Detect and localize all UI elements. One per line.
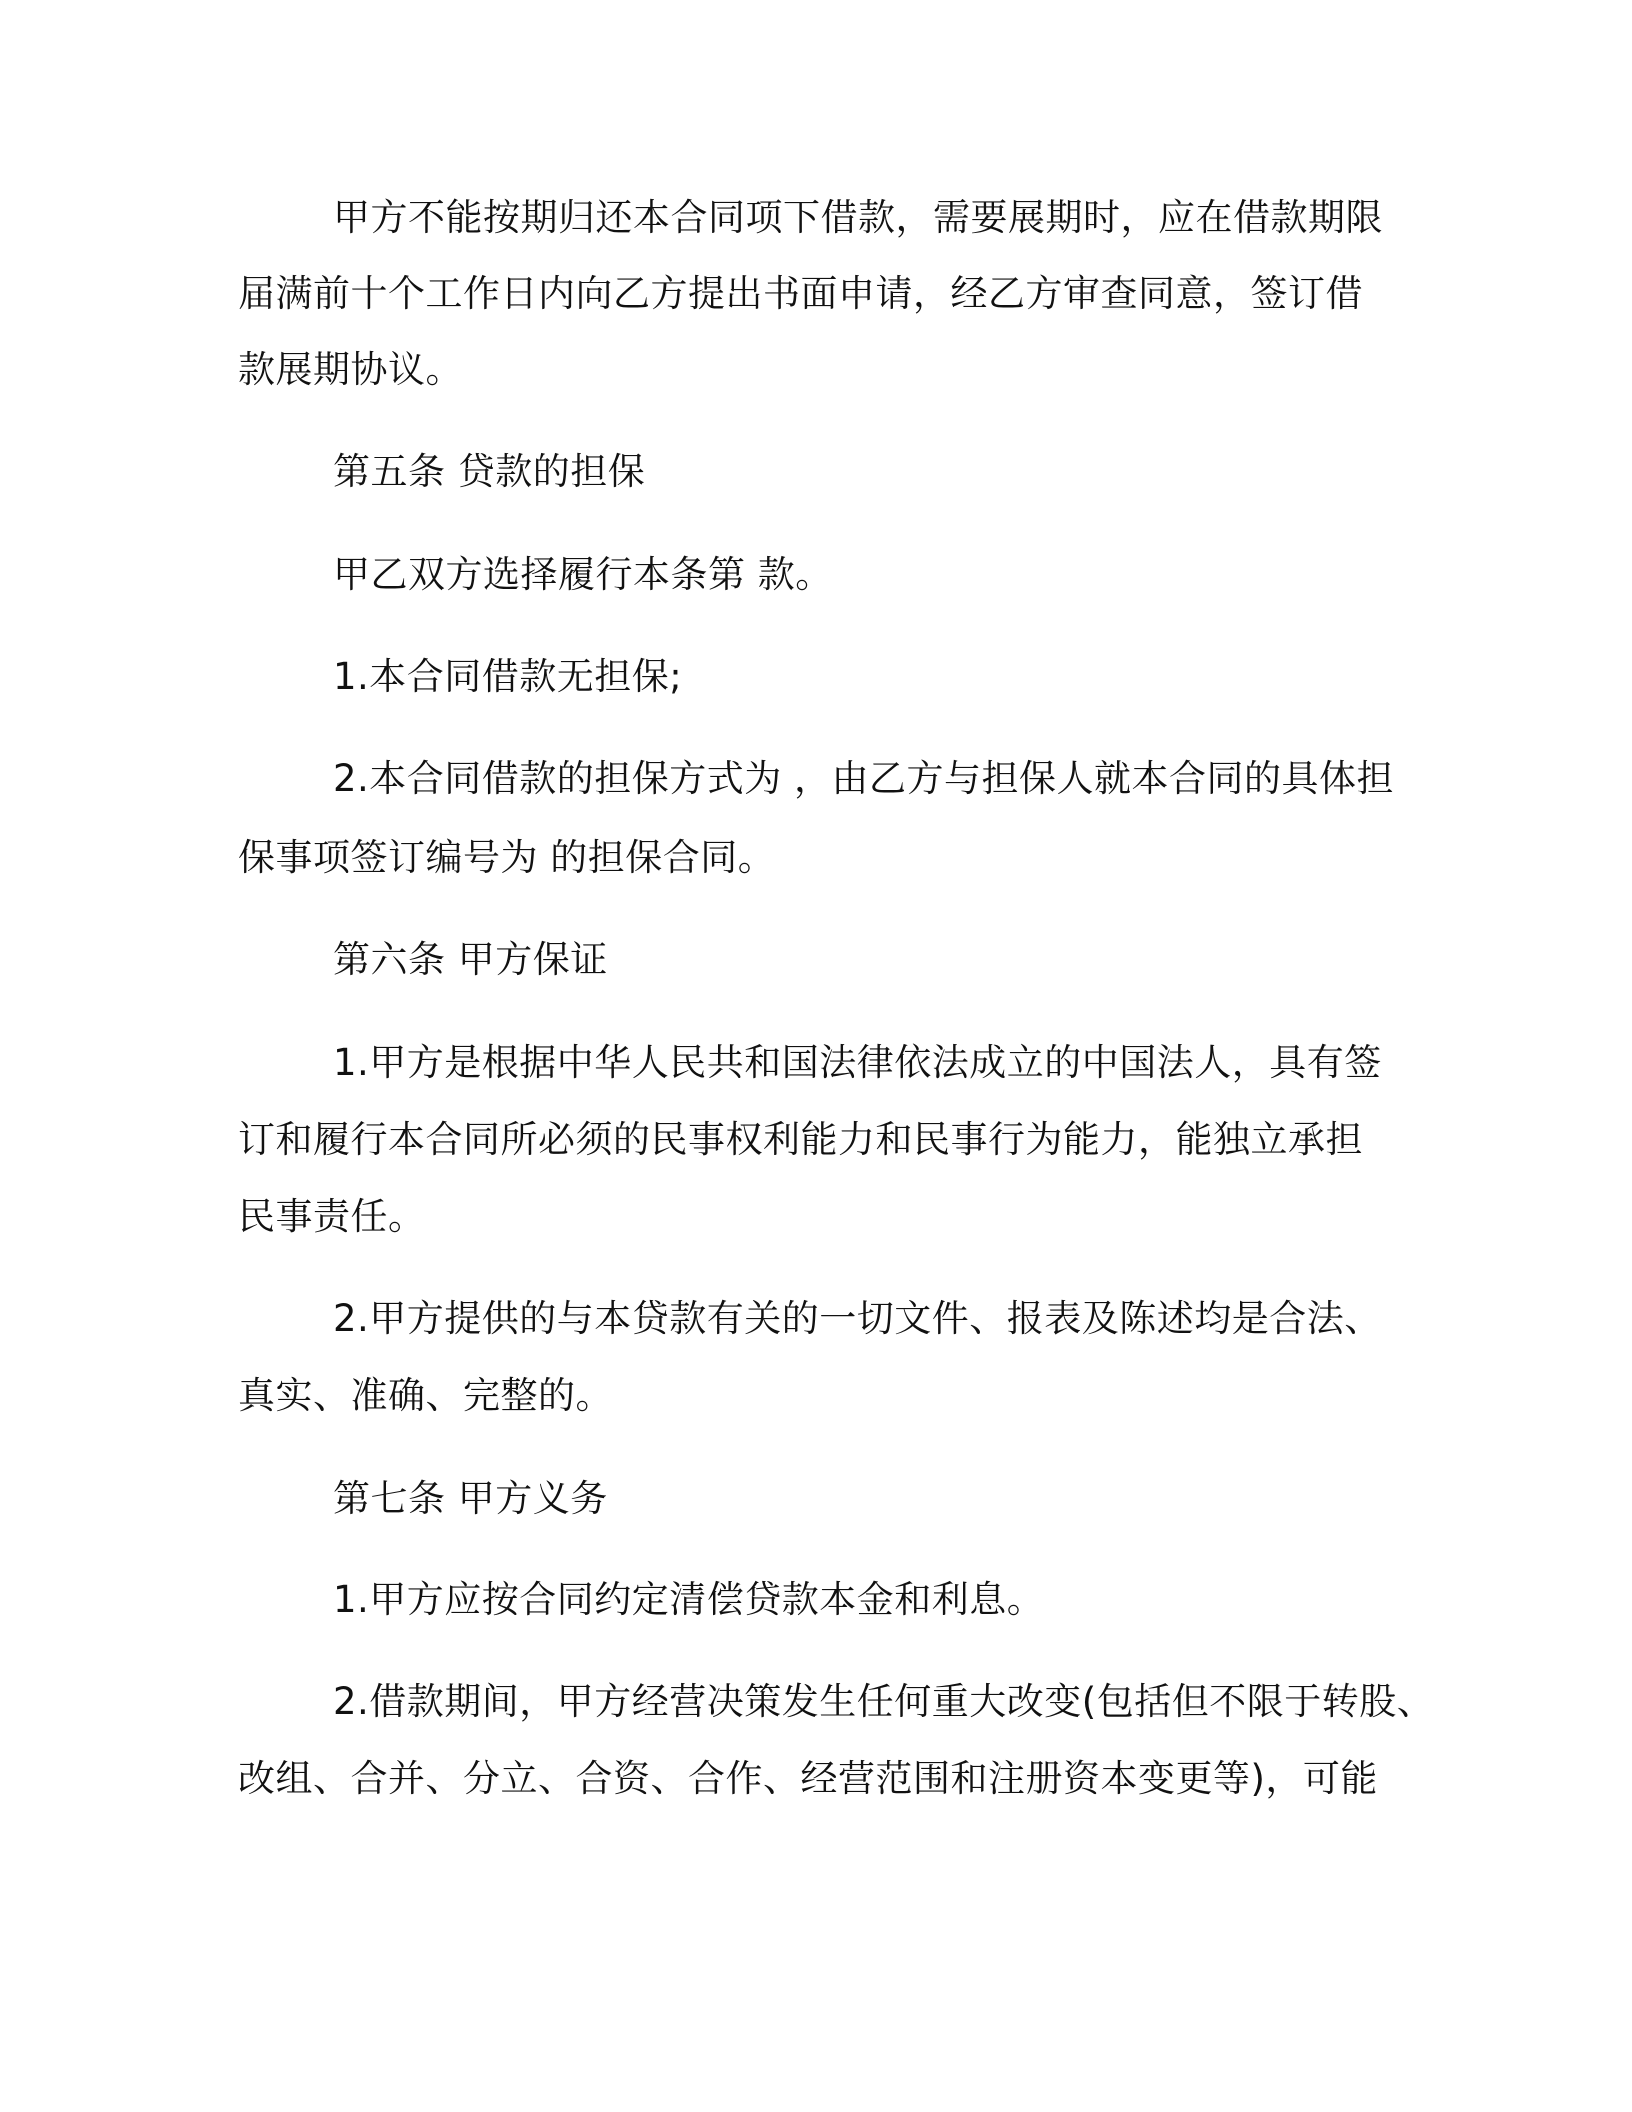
- text-line-6: 1.本合同借款无担保;: [333, 655, 683, 698]
- text-line-16: 1.甲方应按合同约定清偿贷款本金和利息。: [333, 1578, 1045, 1621]
- text-line-12: 民事责任。: [238, 1195, 426, 1238]
- text-line-7: 2.本合同借款的担保方式为 ，由乙方与担保人就本合同的具体担: [333, 757, 1395, 800]
- text-line-11: 订和履行本合同所必须的民事权利能力和民事行为能力，能独立承担: [238, 1118, 1363, 1161]
- text-line-18: 改组、合并、分立、合资、合作、经营范围和注册资本变更等)，可能: [238, 1757, 1378, 1800]
- section-heading-5: 第五条 贷款的担保: [333, 450, 646, 493]
- text-line-14: 真实、准确、完整的。: [238, 1374, 613, 1417]
- text-line-13: 2.甲方提供的与本贷款有关的一切文件、报表及陈述均是合法、: [333, 1297, 1382, 1340]
- section-heading-7: 第七条 甲方义务: [333, 1477, 608, 1520]
- text-line-3: 款展期协议。: [238, 348, 463, 391]
- text-line-17: 2.借款期间，甲方经营决策发生任何重大改变(包括但不限于转股、: [333, 1680, 1435, 1723]
- text-line-10: 1.甲方是根据中华人民共和国法律依法成立的中国法人，具有签: [333, 1041, 1382, 1084]
- text-line-5: 甲乙双方选择履行本条第 款。: [333, 553, 833, 596]
- section-heading-6: 第六条 甲方保证: [333, 938, 608, 981]
- text-line-1: 甲方不能按期归还本合同项下借款，需要展期时，应在借款期限: [333, 196, 1383, 239]
- text-line-2: 届满前十个工作日内向乙方提出书面申请，经乙方审查同意，签订借: [238, 272, 1363, 315]
- text-line-8: 保事项签订编号为 的担保合同。: [238, 836, 776, 879]
